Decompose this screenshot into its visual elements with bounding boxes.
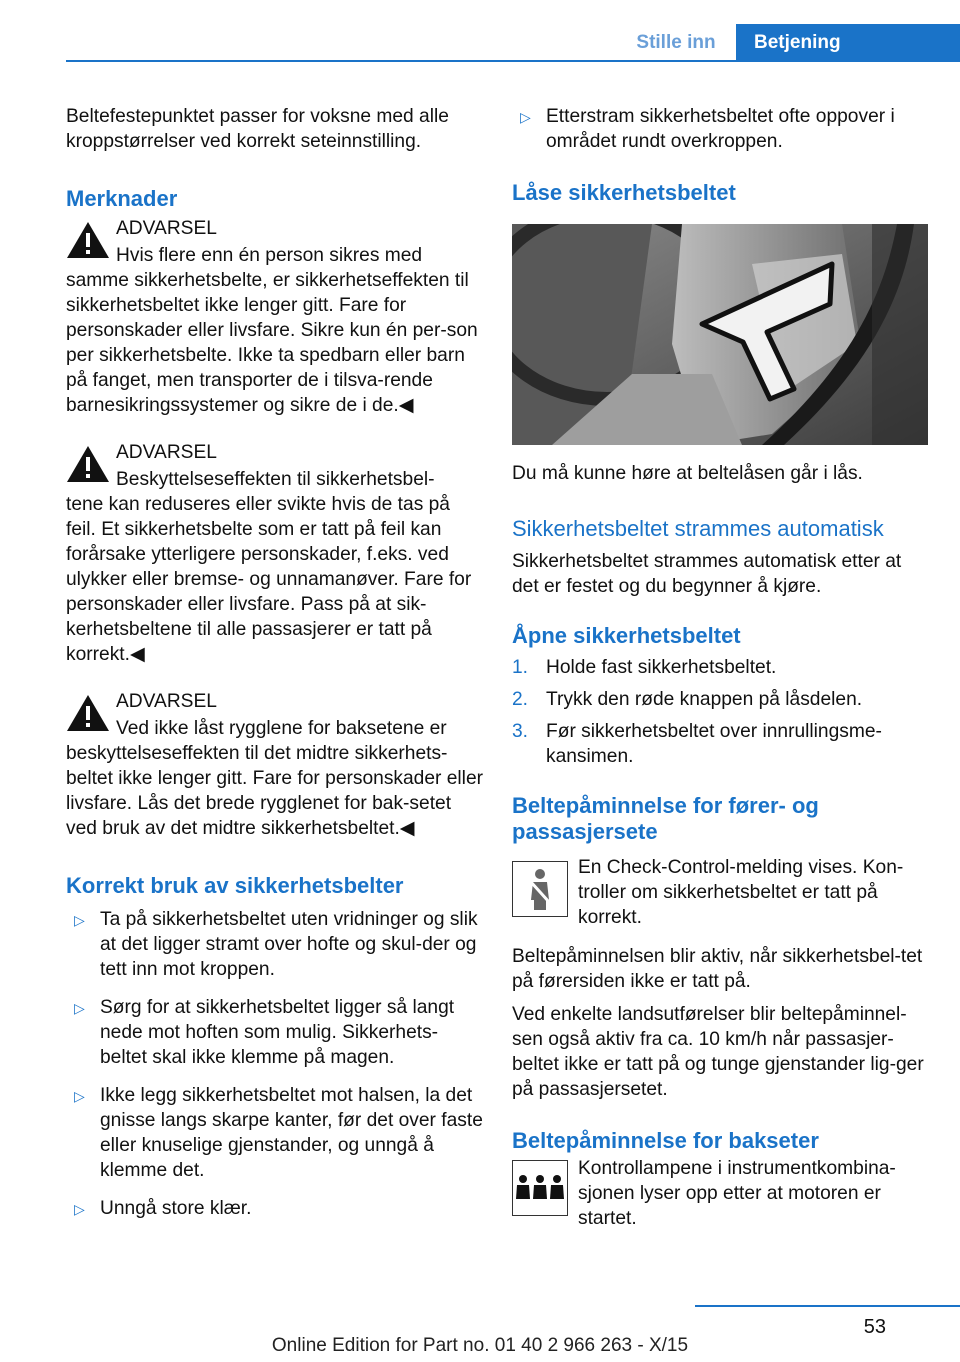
warning-triangle-icon xyxy=(66,444,110,484)
bakseter-icon-block xyxy=(512,1156,930,1231)
seatbelt-warning-icon xyxy=(512,861,568,917)
forer-icon-text: En Check-Control-melding vises. Kon‐troller om sikkerhetsbeltet er tatt på korrekt. xyxy=(578,857,904,928)
bakseter-icon-text: Kontrollampene i instrumentkombina‐sjonen lyser opp etter at motoren er startet. xyxy=(578,1158,896,1229)
warning-label: ADVARSEL xyxy=(116,218,217,239)
forer-heading: Beltepåminnelse for fører- og passasjersete xyxy=(512,793,819,844)
warning-1 xyxy=(66,216,484,418)
korrekt-list xyxy=(66,907,484,1221)
list-item: 1. Holde fast sikkerhetsbeltet. xyxy=(512,657,777,678)
warning-text: tene kan reduseres eller svikte hvis de tas på feil. Et sikkerhetsbelte som er tatt på feil kan forårsake ytterligere personskader, f.eks. ved ulykker eller bremse- og unnamanøver. Fare for personskader eller livsfare. Pass på at sik‐kerhetsbeltene til alle passasjerer er tatt på korrekt.◀ xyxy=(66,494,472,665)
bakseter-heading: Beltepåminnelse for bakseter xyxy=(512,1128,819,1153)
tab-betjening[interactable]: Betjening xyxy=(736,24,960,62)
forer-icon-block xyxy=(512,855,930,930)
warning-label: ADVARSEL xyxy=(116,442,217,463)
list-item: ▷ Ta på sikkerhetsbeltet uten vridninger og slik at det ligger stramt over hofte og skul‐der og tett inn mot kroppen. xyxy=(74,909,478,980)
rear-seats-icon xyxy=(512,1160,568,1216)
warning-label: ADVARSEL xyxy=(116,691,217,712)
tab-stille-inn[interactable]: Stille inn xyxy=(636,32,716,53)
triangle-bullet-icon: ▷ xyxy=(74,912,85,928)
merknader-heading: Merknader xyxy=(66,186,178,211)
triangle-bullet-icon: ▷ xyxy=(74,1201,85,1217)
warning-first-line: Ved ikke låst rygglene for baksetene er xyxy=(116,718,447,739)
strammes-heading: Sikkerhetsbeltet strammes automatisk xyxy=(512,516,884,541)
triangle-bullet-icon: ▷ xyxy=(74,1088,85,1104)
online-edition-text: Online Edition for Part no. 01 40 2 966 263 - X/15 xyxy=(271,1335,689,1356)
right-column xyxy=(512,104,930,1231)
triangle-bullet-icon: ▷ xyxy=(520,109,531,125)
apne-steps xyxy=(512,655,930,769)
list-item: ▷ Ikke legg sikkerhetsbeltet mot halsen, la det gnisse langs skarpe kanter, før det over faste eller knuselige gjenstander, og unngå å klemme det. xyxy=(74,1085,483,1181)
top-list xyxy=(512,104,930,154)
apne-heading: Åpne sikkerhetsbeltet xyxy=(512,623,741,648)
warning-first-line: Beskyttelseseffekten til sikkerhetsbel‐ xyxy=(116,469,435,490)
lase-heading: Låse sikkerhetsbeltet xyxy=(512,180,736,205)
strammes-text: Sikkerhetsbeltet strammes automatisk etter at det er festet og du begynner å kjøre. xyxy=(512,551,902,597)
warning-first-line: Hvis flere enn én person sikres med xyxy=(116,245,423,266)
lase-text: Du må kunne høre at beltelåsen går i lås. xyxy=(512,463,863,484)
forer-p1: Beltepåminnelsen blir aktiv, når sikkerhetsbel‐tet på førersiden ikke er tatt på. xyxy=(512,946,923,992)
left-column xyxy=(66,104,484,1221)
triangle-bullet-icon: ▷ xyxy=(74,1000,85,1016)
warning-triangle-icon xyxy=(66,220,110,260)
korrekt-heading: Korrekt bruk av sikkerhetsbelter xyxy=(66,873,404,898)
forer-p2: Ved enkelte landsutførelser blir beltepåminnel‐sen også aktiv fra ca. 10 km/h når passasjer‐beltet ikke er tatt på og tunge gjenstander lig‐ger på passasjersetet. xyxy=(512,1004,924,1100)
intro-text: Beltefestepunktet passer for voksne med alle kroppstørrelser ved korrekt seteinnstilling. xyxy=(66,106,449,152)
warning-triangle-icon xyxy=(66,693,110,733)
list-item: ▷ Etterstram sikkerhetsbeltet ofte oppover i området rundt overkroppen. xyxy=(520,106,895,152)
page-number: 53 xyxy=(863,1316,886,1338)
list-item: 2. Trykk den røde knappen på låsdelen. xyxy=(512,689,863,710)
seatbelt-buckle-photo xyxy=(512,224,928,445)
warning-text: samme sikkerhetsbelte, er sikkerhetseffekten til sikkerhetsbeltet ikke lenger gitt. Fare for personskader eller livsfare. Sikre kun én per‐son per sikkerhetsbelte. Ikke ta spedbarn eller barn på fanget, men transporter de i tilsva‐rende barnesikringssystemer og sikre de i de.◀ xyxy=(66,270,478,416)
warning-3 xyxy=(66,689,484,841)
list-item: ▷ Unngå store klær. xyxy=(66,1196,484,1221)
warning-text: beskyttelseseffekten til det midtre sikkerhets‐beltet ikke lenger gitt. Fare for personskader eller livsfare. Lås det brede rygglenet for bak‐setet ved bruk av det midtre sikkerhetsbeltet.◀ xyxy=(66,743,484,839)
list-item: 3. Før sikkerhetsbeltet over innrullingsme‐kansimen. xyxy=(512,721,882,767)
footer-rule xyxy=(695,1305,960,1307)
warning-2 xyxy=(66,440,484,667)
list-item: ▷ Sørg for at sikkerhetsbeltet ligger så langt nede mot hoften som mulig. Sikkerhets‐beltet skal ikke klemme på magen. xyxy=(74,997,455,1068)
